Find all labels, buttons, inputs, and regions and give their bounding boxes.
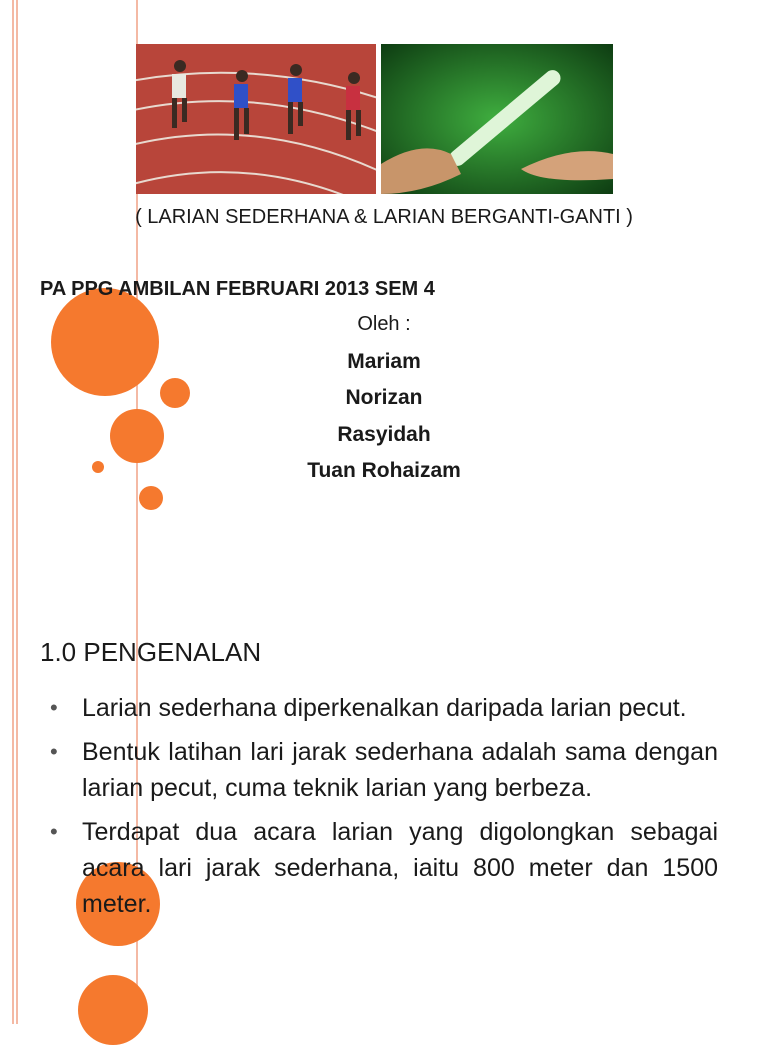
decor-line-2 — [16, 0, 18, 1024]
slide-subtitle: ( LARIAN SEDERHANA & LARIAN BERGANTI-GANTI ) — [135, 206, 633, 228]
author-name: Mariam — [347, 350, 421, 373]
section-title: 1.0 PENGENALAN — [40, 637, 262, 667]
slide-heading: PA PPG AMBILAN FEBRUARI 2013 SEM 4 — [40, 278, 435, 300]
bullet-list — [44, 690, 718, 930]
decor-circle-small — [139, 486, 163, 510]
bullet-dot-icon: • — [50, 695, 58, 720]
author-name: Rasyidah — [337, 423, 431, 446]
decor-circle-large — [51, 288, 159, 396]
relay-baton-photo — [381, 44, 613, 194]
bullet-text: Bentuk latihan lari jarak sederhana adalah sama dengan larian pecut, cuma teknik larian yang berbeza. — [82, 738, 718, 802]
bullet-dot-icon: • — [50, 819, 58, 844]
author-name: Tuan Rohaizam — [307, 459, 461, 482]
running-track-icon — [136, 44, 376, 194]
bullet-item — [44, 814, 718, 922]
decor-line-1 — [12, 0, 14, 1024]
author-name: Norizan — [345, 386, 423, 409]
bullet-item — [44, 690, 718, 726]
decor-circle-bottom-edge — [78, 975, 148, 1045]
bullet-text: Terdapat dua acara larian yang digolongkan sebagai acara lari jarak sederhana, iaitu 800 meter dan 1500 meter. — [82, 818, 718, 918]
runners-photo — [136, 44, 376, 194]
bullet-dot-icon: • — [50, 739, 58, 764]
byline: Oleh : — [357, 313, 411, 335]
bullet-text: Larian sederhana diperkenalkan daripada larian pecut. — [82, 694, 687, 722]
bullet-item — [44, 734, 718, 806]
relay-baton-icon — [381, 44, 613, 194]
